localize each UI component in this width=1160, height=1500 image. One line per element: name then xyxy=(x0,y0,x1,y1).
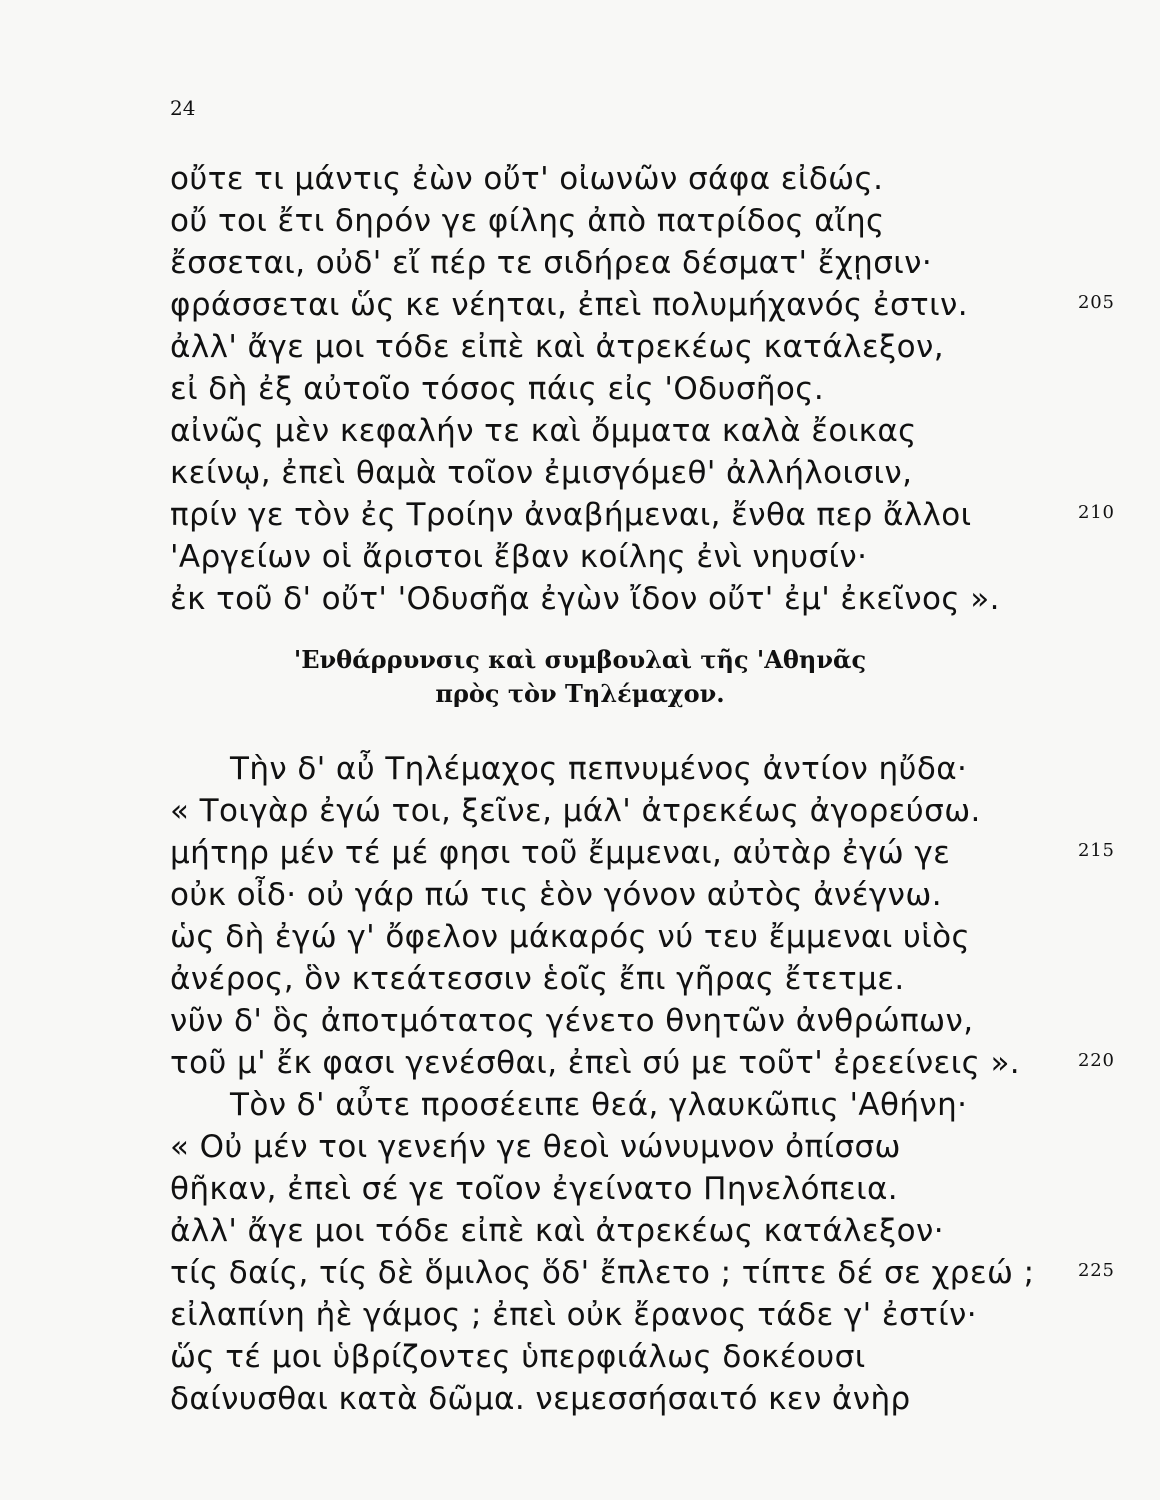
verse-line: « Τοιγὰρ ἐγώ τοι, ξεῖνε, μάλ' ἀτρεκέως ἀγορεύσω. xyxy=(170,793,981,829)
section-heading-line: πρὸς τὸν Τηλέμαχον. xyxy=(435,679,725,708)
verse-line: τίς δαίς, τίς δὲ ὅμιλος ὅδ' ἔπλετο ; τίπτε δέ σε χρεώ ; xyxy=(170,1255,1035,1291)
verse-line: « Οὐ μέν τοι γενεήν γε θεοὶ νώνυμνον ὀπίσσω xyxy=(170,1129,901,1165)
verse-line: οὔ τοι ἔτι δηρόν γε φίλης ἀπὸ πατρίδος αἴης xyxy=(170,203,885,239)
verse-line: οὐκ οἶδ· οὐ γάρ πώ τις ἑὸν γόνον αὐτὸς ἀνέγνω. xyxy=(170,877,942,913)
section-heading-line: 'Ενθάρρυνσις καὶ συμβουλαὶ τῆς 'Αθηνᾶς xyxy=(293,645,867,674)
line-number: 215 xyxy=(1078,840,1115,861)
verse-line: ὡς δὴ ἐγώ γ' ὄφελον μάκαρός νύ τευ ἔμμεναι υἱὸς xyxy=(170,919,971,955)
verse-line: εἰ δὴ ἐξ αὐτοῖο τόσος πάις εἰς 'Οδυσῆος. xyxy=(170,371,825,407)
verse-line: ἀλλ' ἄγε μοι τόδε εἰπὲ καὶ ἀτρεκέως κατάλεξον, xyxy=(170,329,944,365)
verse-line: νῦν δ' ὃς ἀποτμότατος γένετο θνητῶν ἀνθρώπων, xyxy=(170,1003,974,1039)
verse-line: τοῦ μ' ἔκ φασι γενέσθαι, ἐπεὶ σύ με τοῦτ' ἐρεείνεις ». xyxy=(170,1045,1021,1081)
line-number: 210 xyxy=(1078,502,1115,523)
verse-line: Τὸν δ' αὖτε προσέειπε θεά, γλαυκῶπις 'Αθήνη· xyxy=(230,1087,968,1123)
verse-line: δαίνυσθαι κατὰ δῶμα. νεμεσσήσαιτό κεν ἀνὴρ xyxy=(170,1381,911,1417)
verse-line: ἔσσεται, οὐδ' εἴ πέρ τε σιδήρεα δέσματ' ἔχῃσιν· xyxy=(170,245,933,281)
verse-line: κείνῳ, ἐπεὶ θαμὰ τοῖον ἐμισγόμεθ' ἀλλήλοισιν, xyxy=(170,455,913,491)
verse-line: φράσσεται ὥς κε νέηται, ἐπεὶ πολυμήχανός ἐστιν. xyxy=(170,287,968,323)
line-number: 205 xyxy=(1078,292,1115,313)
verse-line: ἀνέρος, ὃν κτεάτεσσιν ἑοῖς ἔπι γῆρας ἔτετμε. xyxy=(170,961,905,997)
page-number: 24 xyxy=(170,96,196,120)
verse-line: μήτηρ μέν τέ μέ φησι τοῦ ἔμμεναι, αὐτὰρ ἐγώ γε xyxy=(170,835,951,871)
verse-line: Τὴν δ' αὖ Τηλέμαχος πεπνυμένος ἀντίον ηὔδα· xyxy=(230,751,968,787)
line-number: 225 xyxy=(1078,1260,1115,1281)
verse-line: 'Αργείων οἱ ἄριστοι ἔβαν κοίλης ἐνὶ νηυσίν· xyxy=(170,539,868,575)
verse-line: ὥς τέ μοι ὑβρίζοντες ὑπερφιάλως δοκέουσι xyxy=(170,1339,866,1375)
verse-line: οὔτε τι μάντις ἐὼν οὔτ' οἰωνῶν σάφα εἰδώς. xyxy=(170,161,884,197)
verse-line: εἰλαπίνη ἠὲ γάμος ; ἐπεὶ οὐκ ἔρανος τάδε γ' ἐστίν· xyxy=(170,1297,977,1333)
verse-line: ἐκ τοῦ δ' οὔτ' 'Οδυσῆα ἐγὼν ἴδον οὔτ' ἐμ' ἐκεῖνος ». xyxy=(170,581,1000,617)
verse-line: πρίν γε τὸν ἐς Τροίην ἀναβήμεναι, ἔνθα περ ἄλλοι xyxy=(170,497,972,533)
verse-line: ἀλλ' ἄγε μοι τόδε εἰπὲ καὶ ἀτρεκέως κατάλεξον· xyxy=(170,1213,944,1249)
line-number: 220 xyxy=(1078,1050,1115,1071)
verse-line: αἰνῶς μὲν κεφαλήν τε καὶ ὄμματα καλὰ ἔοικας xyxy=(170,413,917,449)
verse-line: θῆκαν, ἐπεὶ σέ γε τοῖον ἐγείνατο Πηνελόπεια. xyxy=(170,1171,899,1207)
